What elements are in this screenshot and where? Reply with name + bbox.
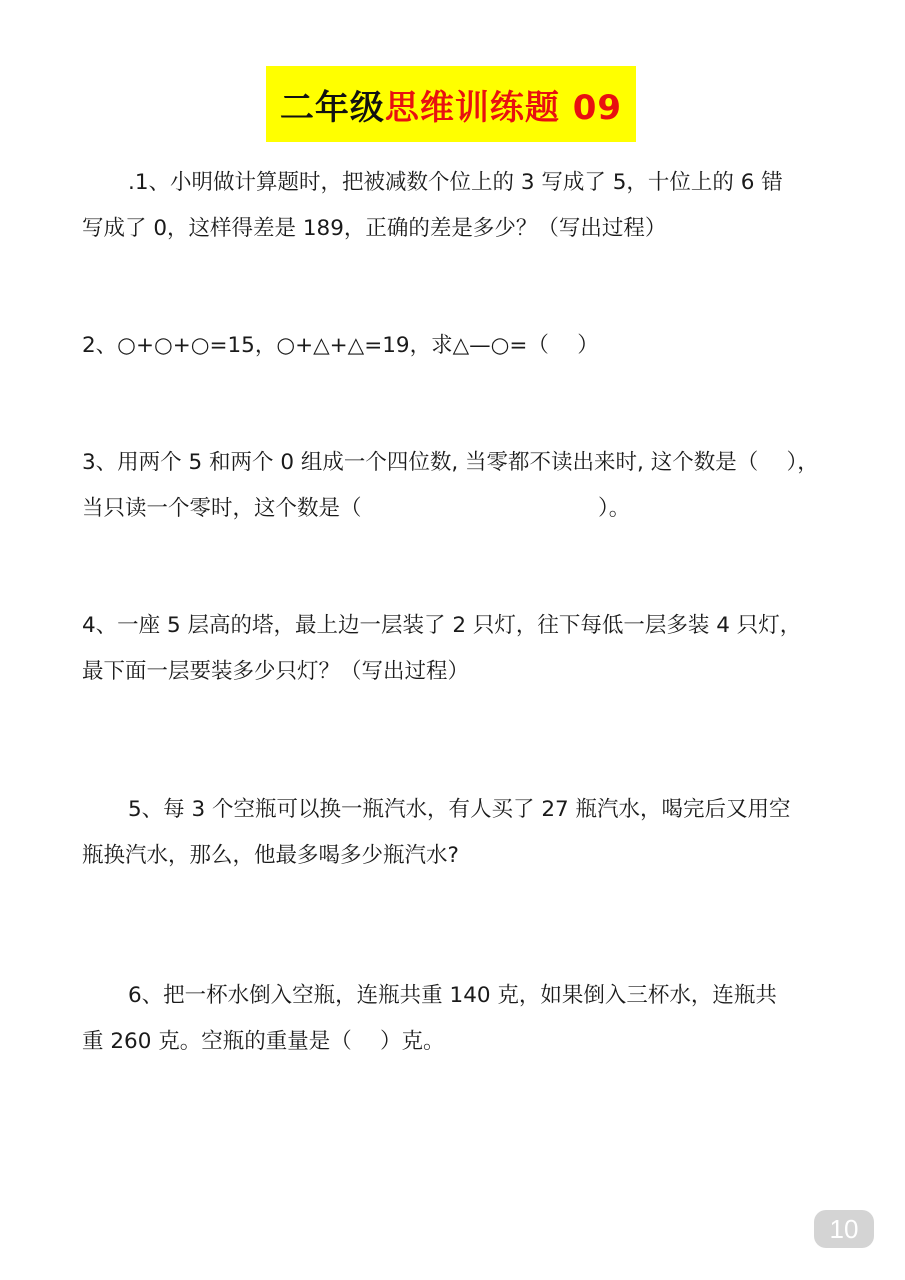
question-2 <box>82 323 827 369</box>
question-1-line-1: .1、小明做计算题时，把被减数个位上的 3 写成了 5，十位上的 6 错 <box>128 170 783 195</box>
question-3-line-2: 当只读一个零时，这个数是（ ）。 <box>82 496 631 521</box>
question-5-line-2: 瓶换汽水，那么，他最多喝多少瓶汽水? <box>82 843 459 868</box>
question-6-line-2: 重 260 克。空瓶的重量是（ ）克。 <box>82 1029 445 1054</box>
question-4-line-1: 4、一座 5 层高的塔，最上边一层装了 2 只灯，往下每低一层多装 4 只灯， <box>82 613 802 638</box>
question-6 <box>82 973 827 1065</box>
question-1 <box>82 160 827 252</box>
page-title <box>280 80 622 129</box>
question-3-line-1: 3、用两个 5 和两个 0 组成一个四位数, 当零都不读出来时, 这个数是（ ）， <box>82 450 819 475</box>
title-banner <box>266 66 636 142</box>
question-6-line-1: 6、把一杯水倒入空瓶，连瓶共重 140 克，如果倒入三杯水，连瓶共 <box>128 983 777 1008</box>
question-3 <box>82 440 827 532</box>
page-number-badge: 10 <box>814 1210 874 1248</box>
question-2-line-1: 2、○+○+○=15，○+△+△=19，求△—○=（ ） <box>82 333 599 358</box>
question-5-line-1: 5、每 3 个空瓶可以换一瓶汽水，有人买了 27 瓶汽水，喝完后又用空 <box>128 797 791 822</box>
question-1-line-2: 写成了 0，这样得差是 189，正确的差是多少？（写出过程） <box>82 216 667 241</box>
title-topic: 思维训练题 09 <box>384 87 623 128</box>
question-4 <box>82 603 827 695</box>
title-grade: 二年级 <box>279 87 385 128</box>
question-4-line-2: 最下面一层要装多少只灯？（写出过程） <box>82 659 470 684</box>
question-5 <box>82 787 827 879</box>
